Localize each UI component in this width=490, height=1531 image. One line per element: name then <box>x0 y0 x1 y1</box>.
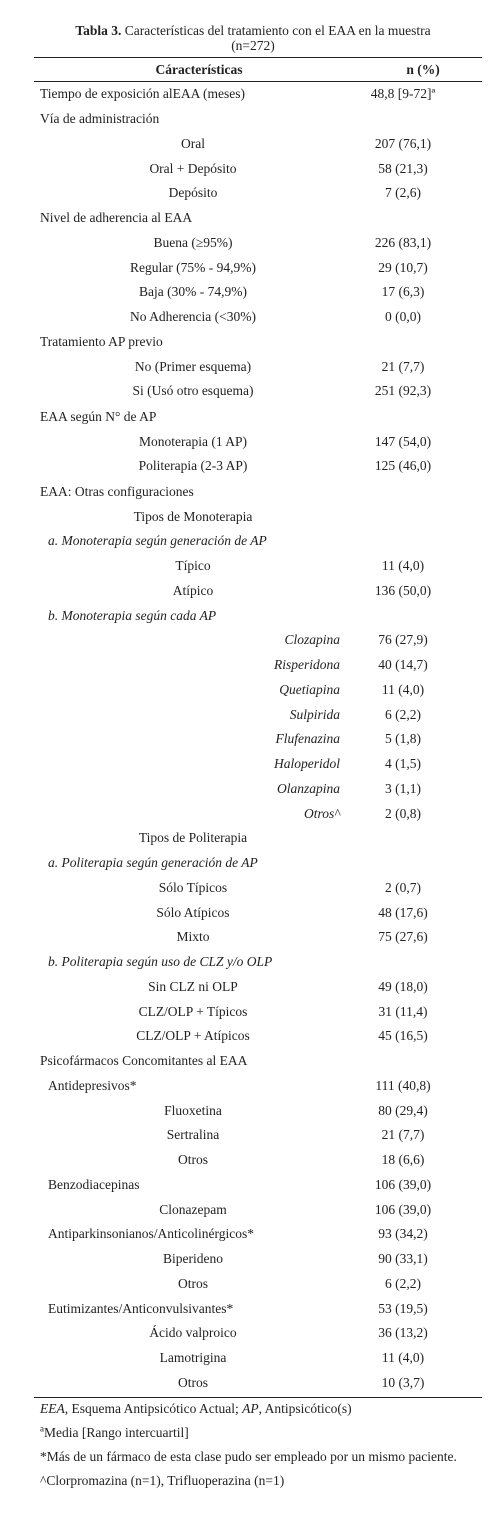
row-value: 48,8 [9-72]ª <box>370 86 436 102</box>
row-value: 48 (17,6) <box>378 904 428 920</box>
table-row <box>34 354 482 379</box>
table-row <box>34 379 482 404</box>
row-label: Monoterapia (1 AP) <box>139 433 247 449</box>
row-value: 2 (0,7) <box>385 879 421 895</box>
row-value: 29 (10,7) <box>378 259 428 275</box>
row-value: 11 (4,0) <box>381 1350 425 1366</box>
table-row <box>34 1296 482 1321</box>
table-row <box>34 132 482 157</box>
row-label: Sólo Atípicos <box>156 904 230 920</box>
caption-sample-size: (n=272) <box>231 38 275 53</box>
table-caption <box>34 0 472 53</box>
row-value: 6 (2,2) <box>385 1275 421 1291</box>
row-label: b. Politerapia según uso de CLZ y/o OLP <box>48 954 273 970</box>
row-label: Clozapina <box>284 632 340 648</box>
table-row <box>34 1049 482 1074</box>
table-row <box>34 529 482 554</box>
row-label: Sulpirida <box>289 706 340 722</box>
table-row <box>34 777 482 802</box>
table-row <box>34 1247 482 1272</box>
abbr-ap: AP <box>242 1401 259 1417</box>
row-label: Psicofármacos Concomitantes al EAA <box>40 1053 248 1069</box>
row-label: Mixto <box>176 929 210 945</box>
header-n-percent: n (%) <box>406 61 440 77</box>
row-label: Eutimizantes/Anticonvulsivantes* <box>48 1300 234 1316</box>
table-row <box>34 752 482 777</box>
note-a <box>40 1425 464 1441</box>
table-row <box>34 653 482 678</box>
row-value: 10 (3,7) <box>381 1374 425 1390</box>
table-row <box>34 554 482 579</box>
table-row <box>34 1222 482 1247</box>
row-label: EAA según N° de AP <box>40 408 157 424</box>
table-row <box>34 107 482 132</box>
row-value: 111 (40,8) <box>375 1077 431 1093</box>
row-label: Clonazepam <box>159 1201 227 1217</box>
row-label: Haloperidol <box>274 756 340 772</box>
row-value: 226 (83,1) <box>374 234 432 250</box>
row-label: Sertralina <box>166 1127 220 1143</box>
row-value: 31 (11,4) <box>378 1003 428 1019</box>
table-row <box>34 1371 482 1396</box>
table-row <box>34 1173 482 1198</box>
row-value: 4 (1,5) <box>385 756 421 772</box>
row-value: 75 (27,6) <box>378 929 428 945</box>
row-value: 80 (29,4) <box>378 1102 428 1118</box>
table-row <box>34 255 482 280</box>
row-value: 5 (1,8) <box>385 731 421 747</box>
row-value: 207 (76,1) <box>374 135 432 151</box>
caption-text: Características del tratamiento con el EAA en la muestra <box>121 23 431 38</box>
table-row <box>34 1098 482 1123</box>
table-row <box>34 1123 482 1148</box>
row-value: 11 (4,0) <box>381 558 425 574</box>
table-row <box>34 206 482 231</box>
row-label: Sólo Típicos <box>158 879 228 895</box>
bottom-rule <box>34 1397 482 1398</box>
row-value: 93 (34,2) <box>378 1226 428 1242</box>
row-value: 6 (2,2) <box>385 706 421 722</box>
table-row <box>34 82 482 107</box>
table-row <box>34 876 482 901</box>
row-label: Si (Usó otro esquema) <box>132 383 254 399</box>
row-label: Tratamiento AP previo <box>40 333 163 349</box>
row-label: Ácido valproico <box>149 1325 237 1341</box>
abbr-eea: EEA <box>40 1401 65 1417</box>
table-row <box>34 454 482 479</box>
row-value: 2 (0,8) <box>385 805 421 821</box>
table-row <box>34 1321 482 1346</box>
table-row <box>34 330 482 355</box>
table-notes <box>34 1401 482 1489</box>
table-row <box>34 900 482 925</box>
table-row <box>34 999 482 1024</box>
row-value: 106 (39,0) <box>374 1176 432 1192</box>
row-label: Biperideno <box>163 1251 223 1267</box>
row-value: 7 (2,6) <box>385 185 421 201</box>
row-label: Risperidona <box>274 657 340 673</box>
row-label: Tipos de Monoterapia <box>133 508 253 524</box>
table-row <box>34 579 482 604</box>
row-value: 17 (6,3) <box>381 284 425 300</box>
row-label: a. Monoterapia según generación de AP <box>48 533 267 549</box>
table-row <box>34 950 482 975</box>
table-row <box>34 479 482 505</box>
row-label: Otros <box>178 1275 208 1291</box>
table-row <box>34 975 482 1000</box>
table-row <box>34 1074 482 1099</box>
row-label: Otros <box>178 1152 208 1168</box>
row-label: Otros <box>178 1374 208 1390</box>
table-row <box>34 702 482 727</box>
row-label: Baja (30% - 74,9%) <box>139 284 247 300</box>
row-label: No Adherencia (<30%) <box>129 309 257 325</box>
row-value: 45 (16,5) <box>378 1028 428 1044</box>
table-row <box>34 1346 482 1371</box>
table-row <box>34 801 482 826</box>
table-row <box>34 826 482 851</box>
table-row <box>34 181 482 206</box>
header-characteristics: Cáracterísticas <box>155 61 243 77</box>
table-row <box>34 1197 482 1222</box>
table-row <box>34 603 482 628</box>
row-label: Antiparkinsonianos/Anticolinérgicos* <box>48 1226 254 1242</box>
note-a-mark: a <box>40 1423 44 1434</box>
table-row <box>34 429 482 454</box>
row-label: Tiempo de exposición alEAA (meses) <box>40 86 245 102</box>
row-label: Benzodiacepinas <box>48 1176 140 1192</box>
row-label: Quetiapina <box>279 681 340 697</box>
row-label: CLZ/OLP + Atípicos <box>136 1028 250 1044</box>
row-value: 106 (39,0) <box>374 1201 432 1217</box>
row-label: a. Politerapia según generación de AP <box>48 855 258 871</box>
row-value: 21 (7,7) <box>381 358 425 374</box>
row-value: 58 (21,3) <box>378 160 428 176</box>
table-row <box>34 305 482 330</box>
row-value: 125 (46,0) <box>374 458 432 474</box>
table-header <box>34 58 482 81</box>
row-label: Politerapia (2-3 AP) <box>138 458 248 474</box>
row-value: 147 (54,0) <box>374 433 432 449</box>
abbr-ap-text: , Antipsicótico(s) <box>258 1401 352 1417</box>
note-caret: ^Clorpromazina (n=1), Trifluoperazina (n=1) <box>40 1473 285 1489</box>
row-value: 0 (0,0) <box>385 309 421 325</box>
table-row <box>34 628 482 653</box>
table-row <box>34 727 482 752</box>
table-row <box>34 1148 482 1173</box>
table-row <box>34 1272 482 1297</box>
note-abbreviations <box>40 1401 464 1417</box>
row-label: Regular (75% - 94,9%) <box>130 259 256 275</box>
table-row <box>34 851 482 876</box>
row-value: 49 (18,0) <box>378 978 428 994</box>
row-label: Olanzapina <box>276 780 340 796</box>
row-label: Atípico <box>172 582 214 598</box>
row-label: Fluoxetina <box>164 1102 222 1118</box>
table-row <box>34 231 482 256</box>
row-label: Otros^ <box>304 805 340 821</box>
row-value: 90 (33,1) <box>378 1251 428 1267</box>
row-label: Oral <box>181 135 205 151</box>
row-value: 36 (13,2) <box>378 1325 428 1341</box>
table-row <box>34 404 482 430</box>
row-label: Sin CLZ ni OLP <box>148 978 238 994</box>
row-label: Lamotrigina <box>159 1350 227 1366</box>
row-label: Antidepresivos* <box>48 1077 137 1093</box>
row-value: 21 (7,7) <box>381 1127 425 1143</box>
row-value: 18 (6,6) <box>381 1152 425 1168</box>
row-label: Nivel de adherencia al EAA <box>40 210 193 226</box>
caption-label: Tabla 3. <box>75 23 122 38</box>
row-value: 76 (27,9) <box>378 632 428 648</box>
table-row <box>34 1024 482 1049</box>
row-label: Oral + Depósito <box>149 160 237 176</box>
row-value: 40 (14,7) <box>378 657 428 673</box>
table-body <box>34 82 482 1395</box>
row-value: 11 (4,0) <box>381 681 425 697</box>
row-label: Típico <box>175 558 211 574</box>
table-row <box>34 156 482 181</box>
row-label: Flufenazina <box>275 731 340 747</box>
table-row <box>34 678 482 703</box>
row-label: No (Primer esquema) <box>134 358 252 374</box>
row-label: Tipos de Politerapia <box>138 830 248 846</box>
row-value: 251 (92,3) <box>374 383 432 399</box>
table-row <box>34 280 482 305</box>
row-label: Vía de administración <box>40 111 160 127</box>
row-label: Depósito <box>168 185 218 201</box>
row-label: CLZ/OLP + Típicos <box>138 1003 248 1019</box>
row-value: 136 (50,0) <box>374 582 432 598</box>
abbr-eea-text: , Esquema Antipsicótico Actual; <box>64 1401 243 1417</box>
table-row <box>34 504 482 529</box>
row-value: 3 (1,1) <box>385 780 421 796</box>
row-value: 53 (19,5) <box>378 1300 428 1316</box>
table-row <box>34 925 482 950</box>
note-star: *Más de un fármaco de esta clase pudo ser empleado por un mismo paciente. <box>40 1449 457 1465</box>
note-a-text: Media [Rango intercuartil] <box>44 1425 189 1441</box>
row-label: EAA: Otras configuraciones <box>40 483 194 499</box>
row-label: Buena (≥95%) <box>153 234 233 250</box>
row-label: b. Monoterapia según cada AP <box>48 607 217 623</box>
